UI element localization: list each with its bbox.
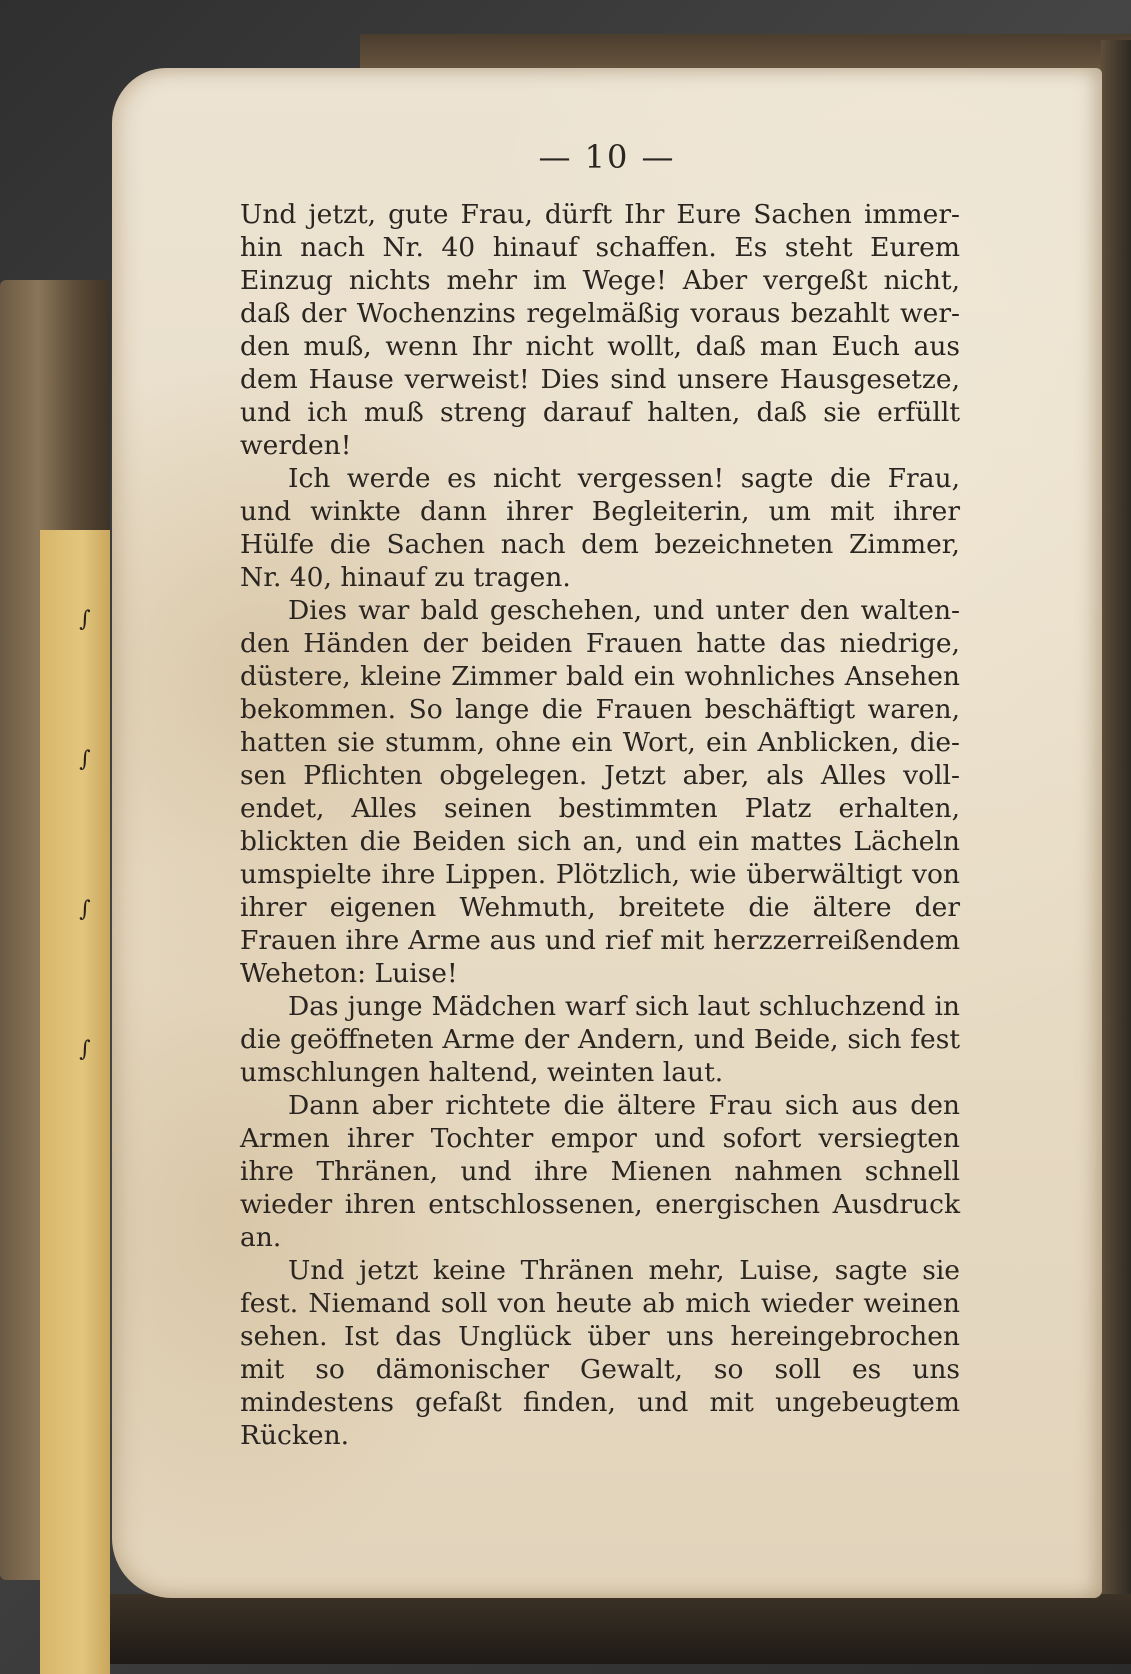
paragraph: Dann aber richtete die ältere Frau sich aus den Armen ihrer Tochter empor und sofort versiegten ihre Thränen, und ihre Mienen nahmen schnell wieder ihren entschlossenen, energischen Ausdruck an. bbox=[240, 1090, 960, 1253]
paragraph: Ich werde es nicht vergessen! sagte die Frau, und winkte dann ihrer Begleiterin, um mit ihrer Hülfe die Sachen nach dem bezeichneten Zimmer, Nr. 40, hinauf zu tragen. bbox=[240, 463, 960, 593]
back-cover-right-edge bbox=[1101, 40, 1131, 1640]
paragraph: Das junge Mädchen warf sich laut schluchzend in die geöffneten Arme der Andern, und Beide, sich fest umschlungen haltend, weinten laut. bbox=[240, 991, 960, 1088]
paragraph: Und jetzt keine Thränen mehr, Luise, sagte sie fest. Niemand soll von heute ab mich wieder weinen sehen. Ist das Unglück über uns hereingebrochen mit so dämonischer Gewalt, so soll es uns mindestens gefaßt finden, und mit ungebeugtem Rücken. bbox=[240, 1255, 960, 1451]
binding-stitch: ∫ bbox=[79, 897, 91, 922]
paragraph: Dies war bald geschehen, und unter den waltenden Händen der beiden Frauen hatte das niedrige, düstere, kleine Zimmer bald ein wohnliches Ansehen bekommen. So lange die Frauen beschäftigt waren, hatten sie stumm, ohne ein Wort, ein Anblicken, diesen Pflichten obgelegen. Jetzt aber, als Alles vollendet, Alles seinen bestimmten Platz erhalten, blickten die Beiden sich an, und ein mattes Lächeln umspielte ihre Lippen. Plötzlich, wie überwältigt von ihrer eigenen Wehmuth, breitete die ältere der Frauen ihre Arme aus und rief mit herzzerreißendem Weheton: Luise! bbox=[240, 595, 960, 989]
book-spine bbox=[0, 280, 110, 1580]
book-page bbox=[112, 68, 1102, 1598]
paragraph: Und jetzt, gute Frau, dürft Ihr Eure Sachen immerhin nach Nr. 40 hinauf schaffen. Es steht Eurem Einzug nichts mehr im Wege! Aber vergeßt nicht, daß der Wochenzins regelmäßig voraus bezahlt werden muß, wenn Ihr nicht wollt, daß man Euch aus dem Hause verweist! Dies sind unsere Hausgesetze, und ich muß streng darauf halten, daß sie erfüllt werden! bbox=[240, 199, 960, 461]
binding-stitch: ∫ bbox=[79, 607, 91, 632]
body-text bbox=[240, 198, 960, 1452]
binding-stitch: ∫ bbox=[79, 1037, 91, 1062]
back-cover-bottom-edge bbox=[90, 1594, 1131, 1664]
binding-stitch: ∫ bbox=[79, 747, 91, 772]
page-edges bbox=[40, 530, 110, 1674]
page-number: — 10 — bbox=[538, 138, 676, 176]
